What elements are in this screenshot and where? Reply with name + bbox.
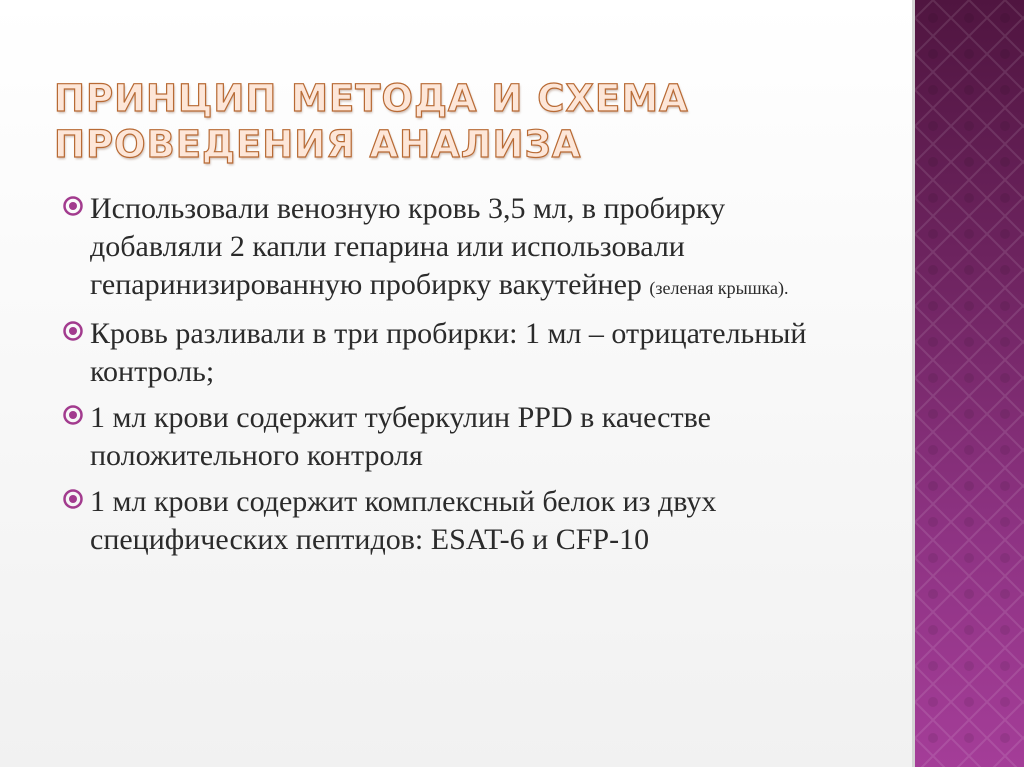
circled-dot-icon — [62, 404, 84, 426]
slide-title — [54, 76, 854, 168]
bullet-item-1 — [62, 190, 862, 307]
bullet-text-4: 1 мл крови содержит комплексный белок из двух специфических пептидов: ESAT-6 и CFP-10 — [90, 485, 717, 556]
bullet-text-3: 1 мл крови содержит туберкулин PPD в качестве положительного контроля — [90, 401, 711, 472]
bullet-text-1: Использовали венозную кровь 3,5 мл, в пробирку добавляли 2 капли гепарина или использовали гепаринизированную пробирку вакутейнер — [90, 192, 726, 301]
slide-title-line-1: ПРИНЦИП МЕТОДА И СХЕМА — [54, 77, 689, 120]
bullet-list — [62, 190, 862, 567]
circled-dot-icon — [62, 195, 84, 217]
bullet-text-2: Кровь разливали в три пробирки: 1 мл – отрицательный контроль; — [90, 317, 807, 388]
circled-dot-icon — [62, 488, 84, 510]
bullet-item-4 — [62, 483, 862, 559]
circled-dot-icon — [62, 320, 84, 342]
bullet-item-2 — [62, 315, 862, 391]
lattice-pattern — [915, 0, 1024, 767]
bullet-item-3 — [62, 399, 862, 475]
decorative-side-band — [915, 0, 1024, 767]
slide-title-line-2: ПРОВЕДЕНИЯ АНАЛИЗА — [54, 123, 582, 166]
bullet-note-green-cap: (зеленая крышка). — [649, 278, 789, 298]
